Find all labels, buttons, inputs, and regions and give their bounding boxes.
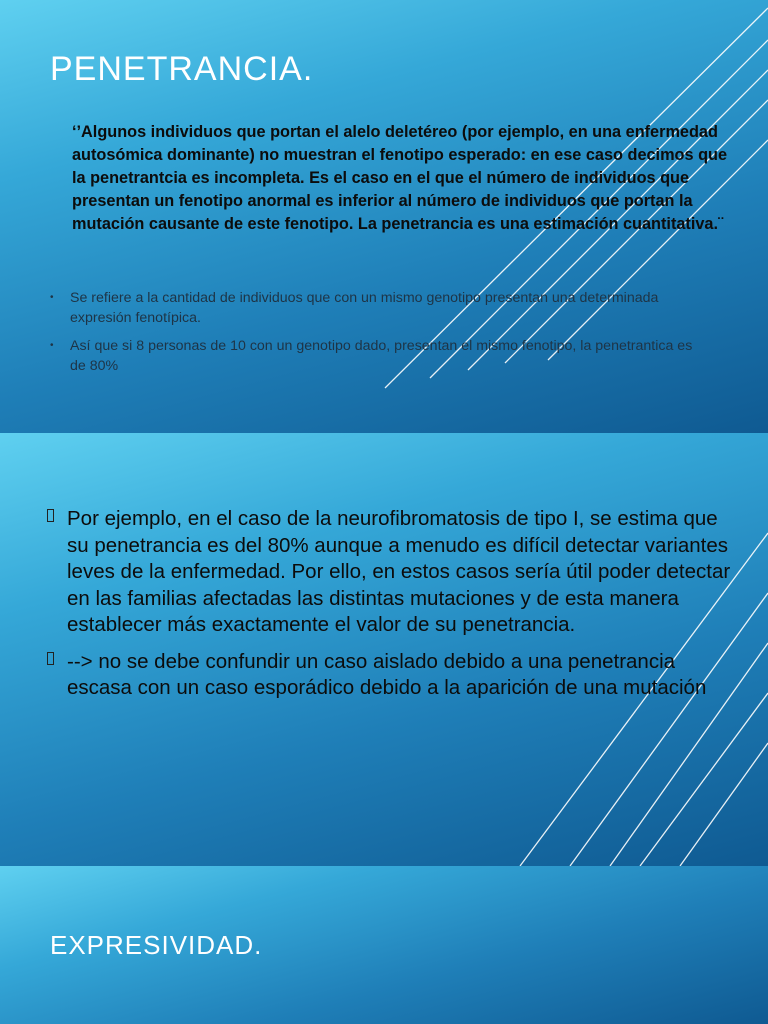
list-item <box>50 288 710 328</box>
bullet-dot-icon: • <box>50 292 54 303</box>
list-item <box>50 336 710 376</box>
slide-penetrancia <box>0 0 768 433</box>
slide-title: PENETRANCIA. <box>50 50 314 88</box>
bullet-text: Se refiere a la cantidad de individuos que con un mismo genotipo presentan una determinada expresión fenotípica. <box>70 290 659 326</box>
bullet-text: Por ejemplo, en el caso de la neurofibromatosis de tipo I, se estima que su penetrancia es del 80% aunque a menudo es difícil detectar variantes leves de la enfermedad. Por ello, en estos casos sería útil poder detectar en las familias afectadas las distintas mutaciones y de esta manera establecer más exactamente el valor de su penetrancia. <box>67 507 731 636</box>
bullet-dot-icon: • <box>50 340 54 351</box>
list-item <box>46 649 736 702</box>
bullet-text: --> no se debe confundir un caso aislado debido a una penetrancia escasa con un caso esporádico debido a la aparición de una mutación <box>67 649 707 699</box>
slide-expresividad <box>0 866 768 1024</box>
bullet-text: Así que si 8 personas de 10 con un genotipo dado, presentan el mismo fenotipo, la penetrantica es de 80% <box>70 338 693 374</box>
slide-title: EXPRESIVIDAD. <box>50 930 263 960</box>
list-item <box>46 506 736 639</box>
bullet-list <box>46 506 736 712</box>
bullet-box-icon <box>47 652 54 665</box>
bullet-list <box>50 288 710 384</box>
slide-example <box>0 433 768 866</box>
bullet-box-icon <box>47 509 54 522</box>
definition-quote: ‘’Algunos individuos que portan el alelo deletéreo (por ejemplo, en una enfermedad autosómica dominante) no muestran el fenotipo esperado: en ese caso decimos que la penetrantcia es incompleta. Es el caso en el que el número de individuos que presentan un fenotipo anormal es inferior al número de individuos que portan la mutación causante de este fenotipo. La penetrancia es una estimación cuantitativa.¨ <box>72 123 728 233</box>
